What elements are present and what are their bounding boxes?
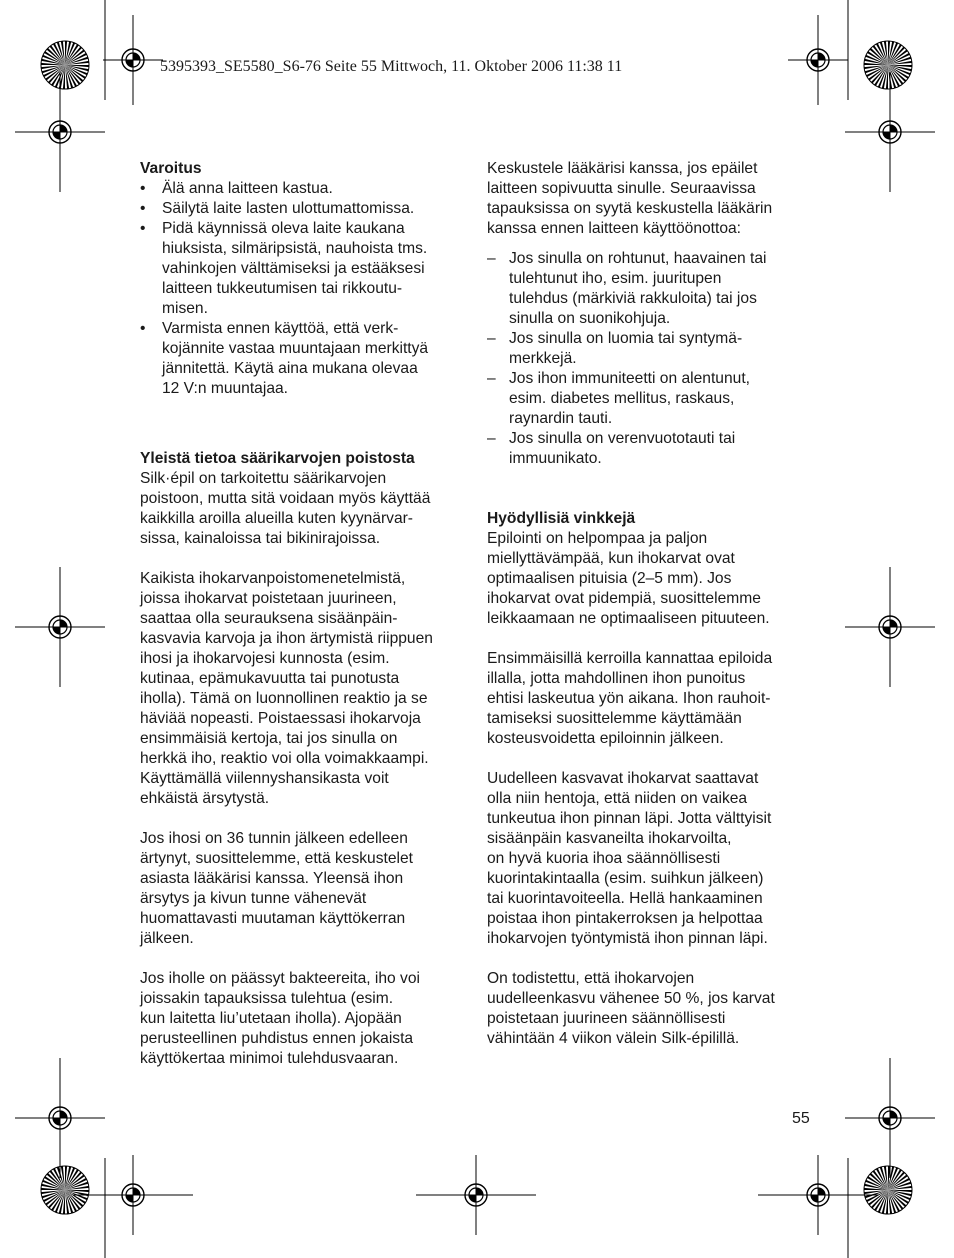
text-line: olla niin hentoja, että niiden on vaikea [487,790,748,807]
paragraph [140,469,468,549]
text-line: kun laitetta liu’utetaan iholla). Ajopään [140,1010,402,1027]
tips-body [487,529,815,1049]
text-line: poistetaan juurineen säännöllisesti [487,1010,726,1027]
warning-item [140,199,468,219]
text-line: kaikkilla aroilla alueilla kuten kyynärvar- [140,510,414,527]
list-item-text [509,329,742,369]
text-line: hiuksista, silmäripsistä, nauhoista tms. [162,240,428,257]
text-line: leikkaamaan ne optimaaliseen pituuteen. [487,610,770,627]
registration-mark-icon [845,1058,935,1178]
list-marker: – [487,370,496,387]
text-line: vähintään 4 viikon välein Silk-épilillä. [487,1030,740,1047]
text-line: tai kuorintavoiteella. Hellä hankaaminen [487,890,763,907]
text-line: Ensimmäisillä kerroilla kannattaa epiloida [487,650,773,667]
text-line: uudelleenkasvu vähenee 50 %, jos karvat [487,990,775,1007]
text-line: käyttökertaa minimoi tulehdusvaaran. [140,1050,399,1067]
warning-item [140,179,468,199]
text-line: poistoon, mutta sitä voidaan myös käyttää [140,490,431,507]
text-line: Pidä käynnissä oleva laite kaukana [162,220,405,237]
text-line: asiasta lääkärisi kanssa. Yleensä ihon [140,870,404,887]
text-line: jälkeen. [140,930,194,947]
paragraph [140,969,468,1069]
registration-mark-icon [416,1155,536,1235]
text-line: Jos ihosi on 36 tunnin jälkeen edelleen [140,830,408,847]
list-item-text [162,319,428,399]
text-line: on hyvä kuoria ihoa säännöllisesti [487,850,721,867]
text-line: saattaa olla seurauksena sisäänpäin- [140,610,398,627]
text-line: laitteen tukkeutumisen tai rikkoutu- [162,280,403,297]
star-target-icon [41,41,89,89]
text-line: tapauksissa on syytä keskustella lääkärin [487,200,773,217]
warning-heading: Varoitus [140,160,202,177]
registration-mark-icon [845,567,935,687]
list-marker: • [140,220,146,237]
list-item-text [162,219,427,319]
star-target-icon [864,1166,912,1214]
registration-mark-icon [73,1155,193,1235]
text-line: poistaa ihon pintakerroksen ja helpottaa [487,910,763,927]
list-marker: • [140,180,146,197]
text-line: tulehtunut iho, esim. juuritupen [509,270,722,287]
text-line: iholla). Tämä on luonnollinen reaktio ja se [140,690,428,707]
text-line: sinulla on suonikohjuja. [509,310,671,327]
print-slug-line: 5395393_SE5580_S6-76 Seite 55 Mittwoch, 11. Oktober 2006 11:38 11 [160,58,623,75]
text-line: misen. [162,300,208,317]
doctor-cases-list [487,249,815,469]
text-line: herkkä iho, reaktio voi olla voimakkaampi. [140,750,429,767]
registration-mark-icon [845,72,935,192]
tips-heading: Hyödyllisiä vinkkejä [487,510,636,527]
text-line: illalla, jotta mahdollinen ihon punoitus [487,670,746,687]
text-line: immuunikato. [509,450,602,467]
text-line: ärsytys ja kivun tunne vähenevät [140,890,367,907]
warning-list [140,179,468,399]
text-line: 12 V:n muuntajaa. [162,380,288,397]
text-line: ärtynyt, suosittelemme, että keskustelet [140,850,414,867]
warning-item [140,219,468,319]
text-line: huomattavasti muutaman käyttökerran [140,910,406,927]
general-info-body [140,469,468,1069]
text-line: Käyttämällä viilennyshansikasta voit [140,770,389,787]
text-line: optimaalisen pituisia (2–5 mm). Jos [487,570,732,587]
text-line: ihokarvojen työntymistä ihon pinnan läpi. [487,930,768,947]
text-line: ihokarvat ovat pidempiä, suosittelemme [487,590,761,607]
text-line: joissakin tapauksissa tulehtua (esim. [140,990,394,1007]
text-line: Silk·épil on tarkoitettu säärikarvojen [140,470,387,487]
star-target-icon [864,41,912,89]
paragraph [487,529,815,629]
list-item-text [162,199,414,219]
paragraph [140,569,468,809]
paragraph [487,649,815,749]
text-line: miellyttävämpää, kun ihokarvat ovat [487,550,735,567]
star-target-icon [41,1166,89,1214]
text-line: Kaikista ihokarvanpoistomenetelmistä, [140,570,406,587]
text-line: kutinaa, epämukavuutta tai punotusta [140,670,400,687]
text-line: tamiseksi suosittelemme käyttämään [487,710,742,727]
text-line: raynardin tauti. [509,410,613,427]
page-number: 55 [792,1110,810,1127]
list-item-text [509,369,750,429]
list-item-text [509,429,735,469]
doctor-case-item [487,329,815,369]
text-line: kuorintakintaalla (esim. suihkun jälkeen) [487,870,764,887]
warning-item [140,319,468,399]
text-line: Jos sinulla on verenvuototauti tai [509,430,736,447]
text-line: merkkejä. [509,350,577,367]
text-line: Älä anna laitteen kastua. [162,180,333,197]
registration-mark-icon [103,15,163,105]
text-line: joissa ihokarvat poistetaan juurineen, [140,590,397,607]
text-line: Jos sinulla on luomia tai syntymä- [509,330,743,347]
text-line: Uudelleen kasvavat ihokarvat saattavat [487,770,759,787]
registration-mark-icon [15,1058,105,1178]
list-marker: • [140,320,146,337]
text-line: vahinkojen välttämiseksi ja estääksesi [162,260,425,277]
text-line: Jos iholle on päässyt bakteereita, iho voi [140,970,420,987]
list-marker: – [487,430,496,447]
text-line: kojännite vastaa muuntajaan merkittyä [162,340,429,357]
list-marker: • [140,200,146,217]
text-line: kosteusvoidetta epiloinnin jälkeen. [487,730,724,747]
text-line: Jos sinulla on rohtunut, haavainen tai [509,250,767,267]
registration-mark-icon [758,1155,878,1235]
registration-mark-icon [15,567,105,687]
right-column [487,159,815,1049]
text-line: tunkeutua ihon pinnan läpi. Jotta välttyisit [487,810,772,827]
paragraph [487,769,815,949]
text-line: Säilytä laite lasten ulottumattomissa. [162,200,415,217]
paragraph [487,969,815,1049]
text-line: Epilointi on helpompaa ja paljon [487,530,708,547]
text-line: häviää nopeasti. Poistaessasi ihokarvoja [140,710,421,727]
text-line: Jos ihon immuniteetti on alentunut, [509,370,750,387]
registration-mark-icon [15,72,105,192]
text-line: esim. diabetes mellitus, raskaus, [509,390,735,407]
list-item-text [162,179,333,199]
text-line: ihosi ja ihokarvojesi kunnosta (esim. [140,650,390,667]
paragraph [140,829,468,949]
doctor-intro [487,159,815,239]
text-line: jännitettä. Käytä aina mukana olevaa [162,360,418,377]
list-marker: – [487,330,496,347]
text-line: Keskustele lääkärisi kanssa, jos epäilet [487,160,758,177]
text-line: Varmista ennen käyttöä, että verk- [162,320,399,337]
list-item-text [509,249,766,329]
registration-mark-icon [788,15,848,105]
text-line: ehkäistä ärsytystä. [140,790,270,807]
text-line: ehtisi laskeutua yön aikana. Ihon rauhoit- [487,690,771,707]
list-marker: – [487,250,496,267]
text-line: On todistettu, että ihokarvojen [487,970,695,987]
left-column [140,159,468,1069]
doctor-case-item [487,429,815,469]
text-line: kasvavia karvoja ja ihon ärtymistä riippuen [140,630,433,647]
text-line: sisäänpäin kasvaneilta ihokarvoilta, [487,830,732,847]
doctor-case-item [487,369,815,429]
doctor-case-item [487,249,815,329]
text-line: tulehdus (märkiviä rakkuloita) tai jos [509,290,757,307]
text-line: perusteellinen puhdistus ennen jokaista [140,1030,414,1047]
text-line: ensimmäisiä kertoja, tai jos sinulla on [140,730,398,747]
general-info-heading: Yleistä tietoa säärikarvojen poistosta [140,450,415,467]
text-line: kanssa ennen laitteen käyttöönottoa: [487,220,742,237]
text-line: sissa, kainaloissa tai bikinirajoissa. [140,530,381,547]
text-line: laitteen sopivuutta sinulle. Seuraavissa [487,180,756,197]
